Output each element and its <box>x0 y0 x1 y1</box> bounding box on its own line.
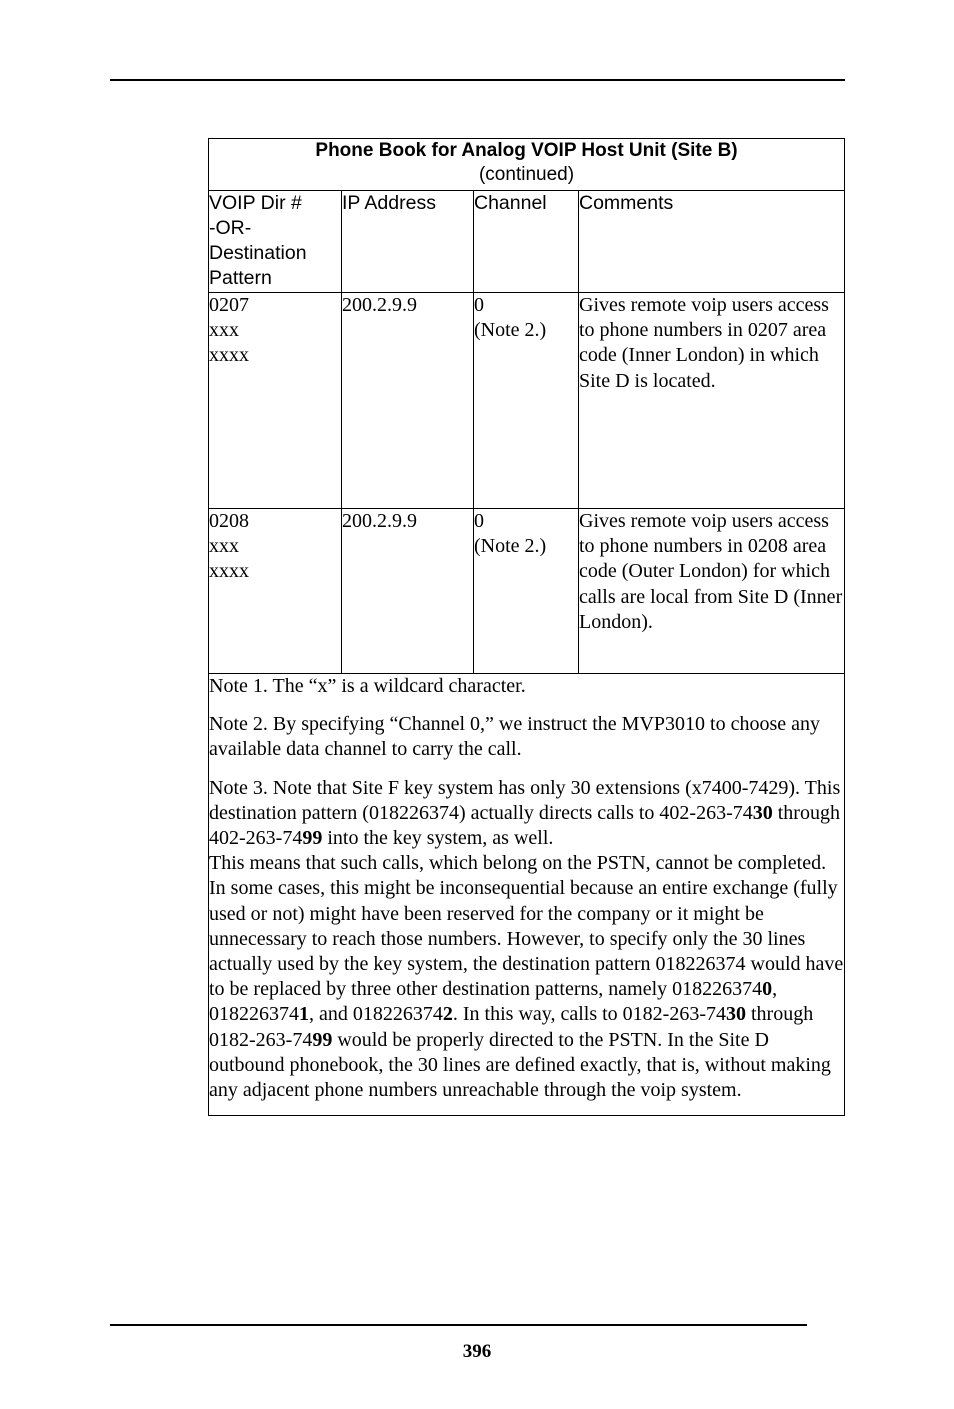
note-2: Note 2. By specifying “Channel 0,” we instruct the MVP3010 to choose any available data channel to carry the call. <box>209 713 820 761</box>
page-number: 396 <box>462 1341 492 1362</box>
row-channel: 0 (Note 2.) <box>474 509 579 674</box>
header-pattern: VOIP Dir # -OR- Destination Pattern <box>209 191 342 293</box>
note-1: Note 1. The “x” is a wildcard character. <box>209 675 526 697</box>
header-rule <box>110 79 845 81</box>
header-comments: Comments <box>579 191 845 293</box>
table-caption-row <box>209 139 845 191</box>
table-row <box>209 293 845 509</box>
phone-book-table <box>208 138 845 1116</box>
row-comments: Gives remote voip users access to phone numbers in 0207 area code (Inner London) in which Site D is located. <box>579 293 845 509</box>
footer-rule <box>110 1324 807 1326</box>
table-subtitle: (continued) <box>478 164 575 185</box>
row-ip-address: 200.2.9.9 <box>342 293 474 509</box>
row-pattern: 0208 xxx xxxx <box>209 509 342 674</box>
header-row <box>209 191 845 293</box>
row-pattern: 0207 xxx xxxx <box>209 293 342 509</box>
notes-row <box>209 674 845 1116</box>
header-ip-address: IP Address <box>342 191 474 293</box>
notes-cell <box>209 674 845 1116</box>
table-caption <box>209 139 845 191</box>
table-row <box>209 509 845 674</box>
row-channel: 0 (Note 2.) <box>474 293 579 509</box>
row-ip-address: 200.2.9.9 <box>342 509 474 674</box>
note-3: Note 3. Note that Site F key system has only 30 extensions (x7400-7429). This destination pattern (018226374) actually directs calls to 402-263-7430 through 402-263-7499 into the key system, as well. This means that such calls, which belong on the PSTN, cannot be completed. In some cases, this might be inconsequential because an entire exchange (fully used or not) might have been reserved for the company or it might be unnecessary to reach those numbers. However, to specify only the 30 lines actually used by the key system, the destination pattern 018226374 would have to be replaced by three other destination patterns, namely 0182263740, 0182263741, and 0182263742. In this way, calls to 0182-263-7430 through 0182-263-7499 would be properly directed to the PSTN. In the Site D outbound phonebook, the 30 lines are defined exactly, that is, without making any adjacent phone numbers unreachable through the voip system. <box>209 776 844 1102</box>
header-channel: Channel <box>474 191 579 293</box>
row-comments: Gives remote voip users access to phone numbers in 0208 area code (Outer London) for which calls are local from Site D (Inner London). <box>579 509 845 674</box>
table-title: Phone Book for Analog VOIP Host Unit (Site B) <box>315 140 738 161</box>
